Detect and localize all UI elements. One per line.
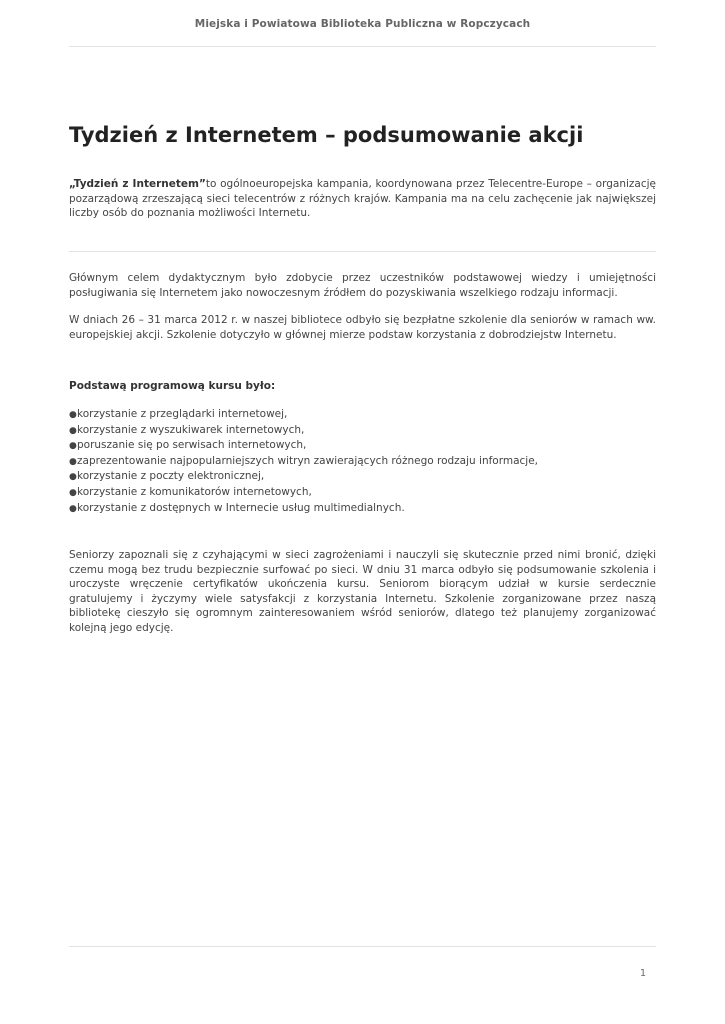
intro-bold-lead: „Tydzień z Internetem” bbox=[69, 178, 206, 190]
list-item bbox=[69, 485, 656, 501]
list-item bbox=[69, 454, 656, 470]
bullet-icon: ● bbox=[69, 441, 77, 452]
list-item bbox=[69, 469, 656, 485]
section-divider bbox=[69, 251, 656, 252]
bullet-icon: ● bbox=[69, 487, 77, 498]
list-item-text: korzystanie z poczty elektronicznej, bbox=[77, 470, 265, 483]
list-item bbox=[69, 438, 656, 454]
bullet-icon: ● bbox=[69, 425, 77, 436]
bullet-icon: ● bbox=[69, 472, 77, 483]
list-item bbox=[69, 407, 656, 423]
page-number: 1 bbox=[639, 968, 646, 979]
goal-paragraph: Głównym celem dydaktycznym było zdobycie przez uczestników podstawowej wiedzy i umiejętności posługiwania się Internetem jako nowoczesnym źródłem do pozyskiwania wszelkiego rodzaju informacji. bbox=[69, 272, 656, 299]
dates-paragraph: W dniach 26 – 31 marca 2012 r. w naszej bibliotece odbyło się bezpłatne szkolenie dla seniorów w ramach ww. europejskiej akcji. Szkolenie dotyczyło w głównej mierze podstaw korzystania z dobrodziejstw Internetu. bbox=[69, 314, 656, 341]
list-item-text: zaprezentowanie najpopularniejszych witryn zawierających różnego rodzaju informacje, bbox=[77, 454, 539, 467]
footer-divider bbox=[69, 946, 656, 947]
bullet-icon: ● bbox=[69, 456, 77, 467]
list-item-text: poruszanie się po serwisach internetowych, bbox=[77, 439, 307, 452]
closing-paragraph: Seniorzy zapoznali się z czyhającymi w sieci zagrożeniami i nauczyli się skutecznie przed nimi bronić, dzięki czemu mogą bez trudu bezpiecznie surfować po sieci. W dniu 31 marca odbyło się podsumowanie szkolenia i uroczyste wręczenie certyfikatów ukończenia kursu. Seniorom biorącym udział w kursie serdecznie gratulujemy i życzymy wiele satysfakcji z korzystania Internetu. Szkolenie zorganizowane przez naszą bibliotekę cieszyło się ogromnym zainteresowaniem wśród seniorów, dlatego też planujemy zorganizować kolejną jego edycję. bbox=[69, 549, 656, 634]
intro-text: to ogólnoeuropejska kampania, koordynowana przez Telecentre-Europe – organizację pozarządową zrzeszającą sieci telecentrów z różnych krajów. Kampania ma na celu zachęcenie jak największej liczby osób do poznania możliwości Internetu. bbox=[69, 178, 656, 220]
article-title: Tydzień z Internetem – podsumowanie akcji bbox=[69, 123, 584, 147]
list-item bbox=[69, 501, 656, 517]
list-item-text: korzystanie z komunikatorów internetowych, bbox=[77, 485, 312, 498]
intro-paragraph bbox=[69, 177, 656, 221]
bullet-icon: ● bbox=[69, 503, 77, 514]
library-header: Miejska i Powiatowa Biblioteka Publiczna w Ropczycach bbox=[194, 18, 531, 30]
list-item-text: korzystanie z dostępnych w Internecie usług multimedialnych. bbox=[77, 501, 405, 514]
list-item-text: korzystanie z przeglądarki internetowej, bbox=[77, 408, 288, 420]
program-list bbox=[69, 407, 656, 516]
header-divider bbox=[69, 46, 656, 47]
list-item bbox=[69, 423, 656, 439]
list-item-text: korzystanie z wyszukiwarek internetowych, bbox=[77, 423, 305, 436]
bullet-icon: ● bbox=[69, 410, 77, 420]
program-heading: Podstawą programową kursu było: bbox=[69, 380, 276, 392]
